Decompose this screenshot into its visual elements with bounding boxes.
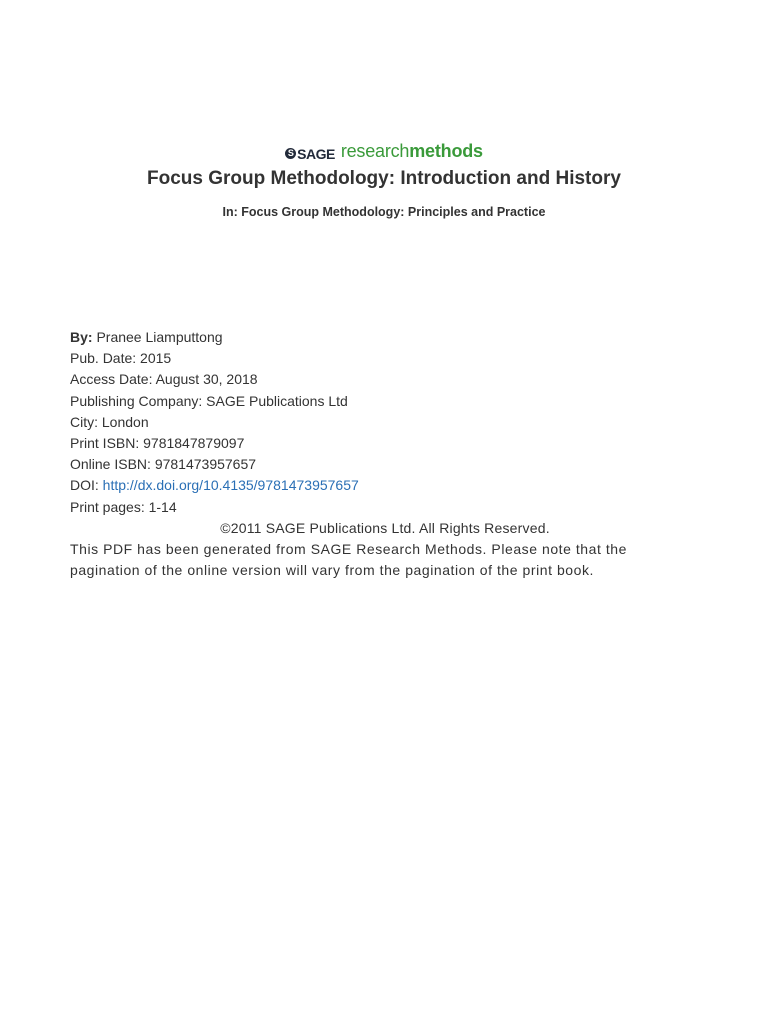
logo-research-text: research <box>340 141 410 161</box>
author-label: By: <box>70 329 93 345</box>
sage-logo <box>285 143 335 165</box>
copyright-notice: ©2011 SAGE Publications Ltd. All Rights Reserved. <box>220 519 550 536</box>
sage-logo-text: SAGE <box>297 145 335 162</box>
city: City: London <box>70 413 149 430</box>
sage-logo-mark-icon: S <box>285 148 296 159</box>
publishing-company: Publishing Company: SAGE Publications Ltd <box>70 392 348 409</box>
access-date: Access Date: August 30, 2018 <box>70 371 258 388</box>
online-isbn: Online ISBN: 9781473957657 <box>70 456 257 473</box>
book-reference: In: Focus Group Methodology: Principles and Practice <box>222 205 546 219</box>
pdf-note-line-1: This PDF has been generated from SAGE Research Methods. Please note that the <box>70 541 627 558</box>
doi-row <box>70 475 710 496</box>
print-isbn: Print ISBN: 9781847879097 <box>70 435 245 452</box>
citation-metadata <box>70 327 710 581</box>
logo-methods-text: methods <box>409 141 483 161</box>
sage-research-methods-logo <box>0 140 768 165</box>
author-row <box>70 327 710 348</box>
pub-date: Pub. Date: 2015 <box>70 350 172 367</box>
author-value: Pranee Liamputtong <box>96 329 223 345</box>
doi-link[interactable]: http://dx.doi.org/10.4135/9781473957657 <box>102 477 359 494</box>
pdf-note-line-2: pagination of the online version will vary from the pagination of the print book. <box>70 562 594 579</box>
print-pages: Print pages: 1-14 <box>70 498 177 515</box>
document-title: Focus Group Methodology: Introduction and History <box>147 168 621 189</box>
doi-label: DOI: <box>70 477 99 494</box>
